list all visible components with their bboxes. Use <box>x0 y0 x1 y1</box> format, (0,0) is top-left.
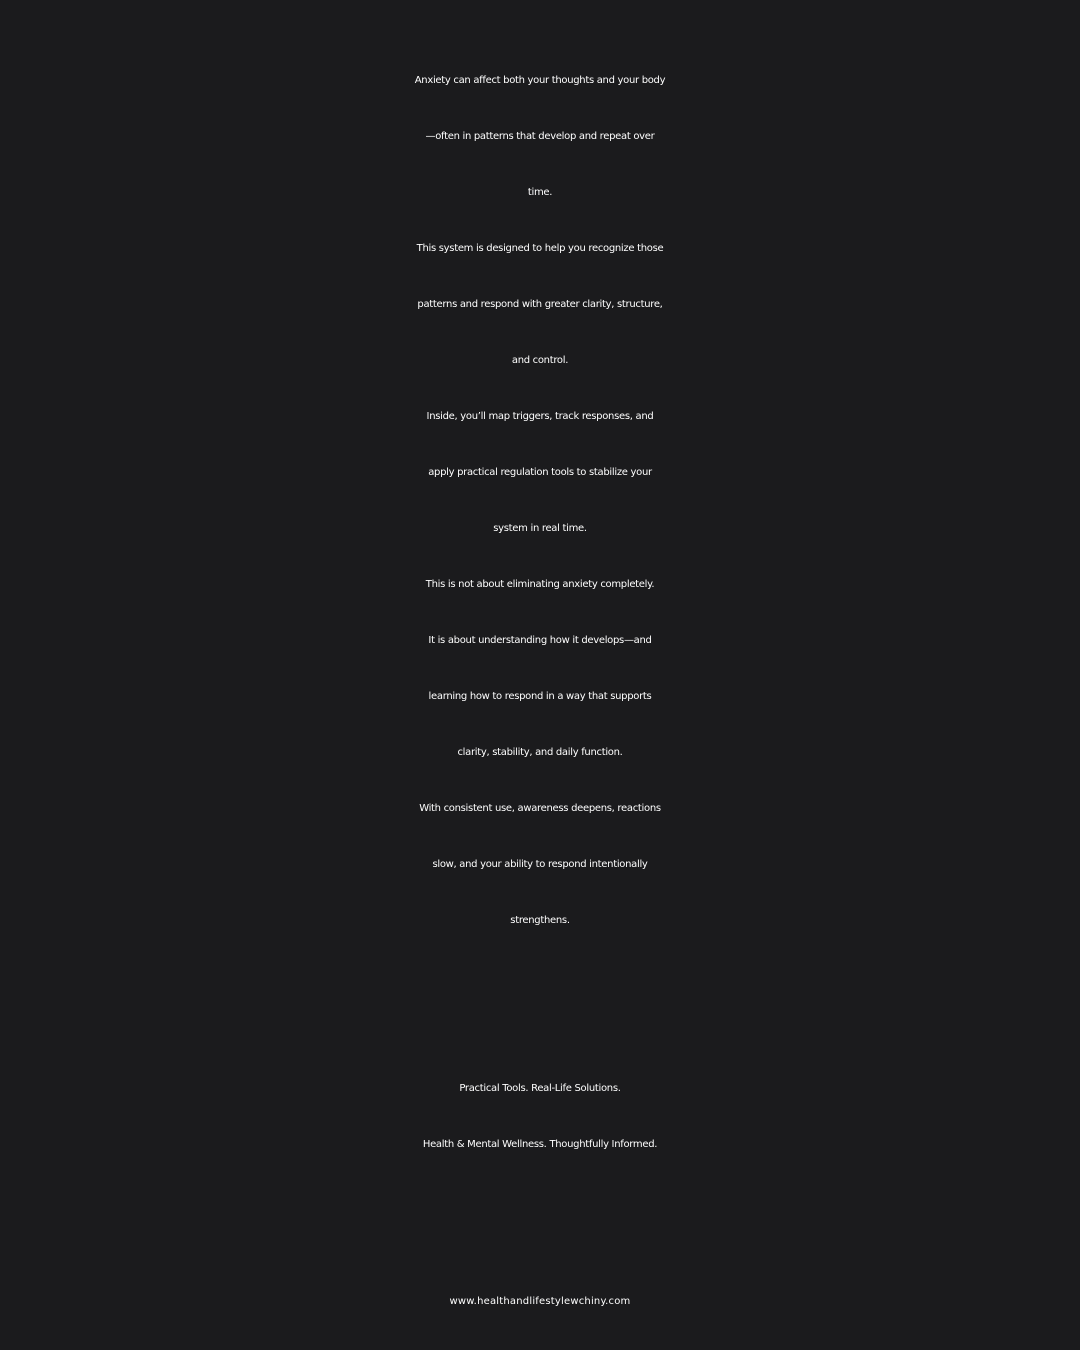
body-line: time. <box>527 187 553 198</box>
website-url: www.healthandlifestylewchiny.com <box>449 1296 631 1307</box>
body-line: and control. <box>511 355 569 366</box>
body-line: slow, and your ability to respond intentionally <box>432 859 648 870</box>
body-line: strengthens. <box>510 915 570 926</box>
body-line: patterns and respond with greater clarity, structure, <box>417 299 663 310</box>
intro-paragraph <box>0 53 1080 949</box>
body-line: It is about understanding how it develops—and <box>428 635 652 646</box>
body-line: apply practical regulation tools to stabilize your <box>428 467 652 478</box>
body-line: —often in patterns that develop and repeat over <box>425 131 655 142</box>
tagline <box>0 1061 1080 1173</box>
body-line: clarity, stability, and daily function. <box>457 747 623 758</box>
tagline-line-1: Practical Tools. Real-Life Solutions. <box>459 1083 621 1094</box>
body-line: learning how to respond in a way that supports <box>428 691 652 702</box>
body-line: system in real time. <box>493 523 587 534</box>
body-line: Inside, you’ll map triggers, track responses, and <box>426 411 654 422</box>
body-line: This is not about eliminating anxiety completely. <box>425 579 655 590</box>
tagline-line-2: Health & Mental Wellness. Thoughtfully Informed. <box>422 1139 658 1150</box>
body-line: This system is designed to help you recognize those <box>416 243 664 254</box>
body-line: Anxiety can affect both your thoughts and your body <box>414 75 666 86</box>
body-line: With consistent use, awareness deepens, reactions <box>419 803 661 814</box>
